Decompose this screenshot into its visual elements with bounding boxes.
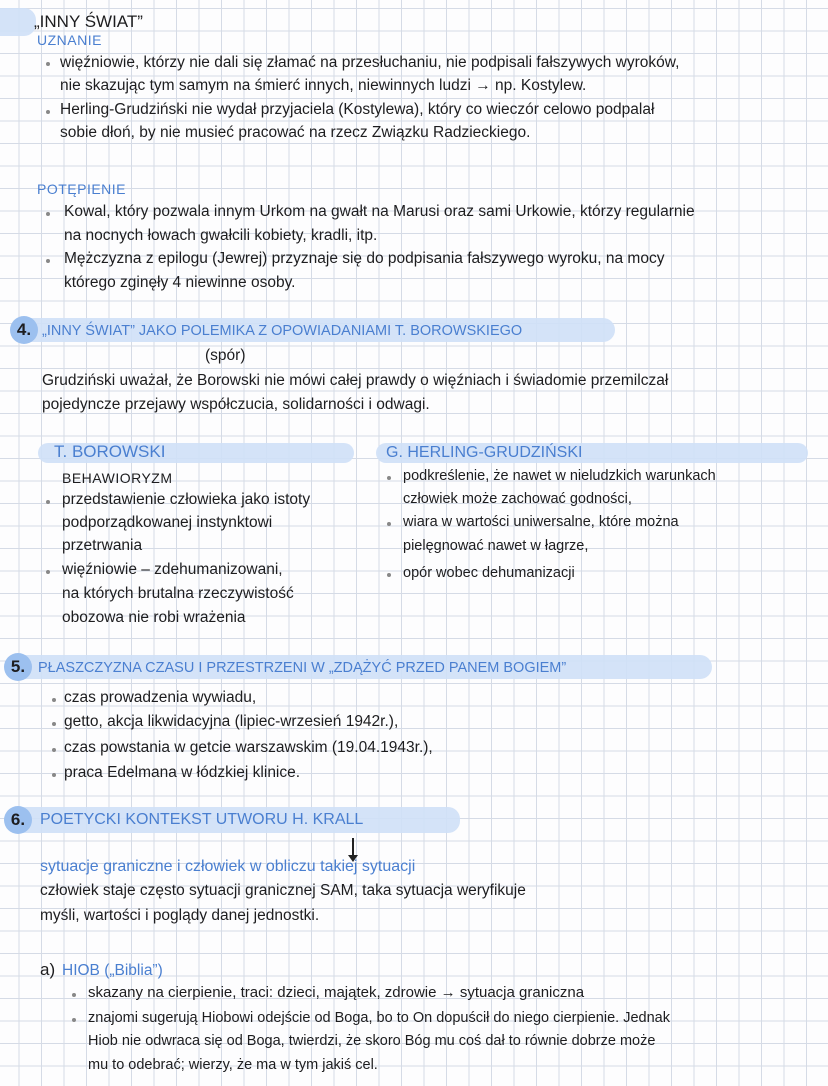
page-title: „INNY ŚWIAT” [34, 12, 143, 31]
bullet [46, 212, 50, 216]
potepienie-line: na nocnych łowach gwałcili kobiety, kradli, itp. [64, 227, 378, 244]
bullet [52, 722, 56, 726]
bullet [387, 573, 391, 577]
potepienie-line: Kowal, który pozwala innym Urkom na gwałt na Marusi oraz sami Urkowie, którzy regularnie [64, 203, 695, 220]
section4-heading: „INNY ŚWIAT” JAKO POLEMIKA Z OPOWIADANIAMI T. BOROWSKIEGO [42, 323, 523, 339]
section5-item: czas prowadzenia wywiadu, [64, 689, 257, 706]
bullet [52, 698, 56, 702]
section6-line: myśli, wartości i poglądy danej jednostki. [40, 907, 320, 924]
borowski-line: przedstawienie człowieka jako istoty [62, 491, 311, 508]
herling-line: podkreślenie, że nawet w nieludzkich warunkach [403, 468, 716, 484]
borowski-heading: T. BOROWSKI [54, 442, 166, 461]
bullet [52, 748, 56, 752]
hiob-line: skazany na cierpienie, traci: dzieci, majątek, zdrowie → sytuacja graniczna [88, 984, 585, 1001]
borowski-line: na których brutalna rzeczywistość [62, 585, 294, 602]
potepienie-line: Mężczyzna z epilogu (Jewrej) przyznaje się do podpisania fałszywego wyroku, na mocy [64, 250, 665, 267]
corner-highlight [0, 8, 36, 36]
hiob-label: a) [40, 960, 56, 979]
bullet [72, 1018, 76, 1022]
bullet [46, 259, 50, 263]
section5-item: czas powstania w getcie warszawskim (19.04.1943r.), [64, 739, 433, 756]
borowski-subheading: BEHAWIORYZM [62, 470, 173, 486]
uznanie-line: Herling-Grudziński nie wydał przyjaciela (Kostylewa), który co wieczór celowo podpalał [60, 101, 655, 118]
bullet [387, 522, 391, 526]
section6-heading: POETYCKI KONTEKST UTWORU H. KRALL [40, 811, 364, 828]
section4-number: 4. [10, 316, 38, 344]
borowski-line: podporządkowanej instynktowi [62, 514, 273, 531]
bullet [46, 62, 50, 66]
hiob-line: Hiob nie odwraca się od Boga, twierdzi, że skoro Bóg mu coś dał to równie dobrze może [88, 1033, 656, 1049]
bullet [52, 773, 56, 777]
borowski-line: więźniowie – zdehumanizowani, [62, 561, 283, 578]
uznanie-line: więźniowie, którzy nie dali się złamać na przesłuchaniu, nie podpisali fałszywych wyroków, [60, 54, 680, 71]
potepienie-heading: POTĘPIENIE [37, 181, 127, 197]
section6-number: 6. [4, 806, 32, 834]
bullet [72, 993, 76, 997]
uznanie-heading: UZNANIE [37, 32, 102, 48]
section4-note: (spór) [205, 347, 246, 364]
section5-item: getto, akcja likwidacyjna (lipiec-wrzesień 1942r.), [64, 713, 399, 730]
hiob-line: mu to odebrać; wierzy, że ma w tym jakiś cel. [88, 1057, 378, 1073]
uznanie-line: nie skazując tym samym na śmierć innych, niewinnych ludzi → np. Kostylew. [60, 77, 587, 94]
bullet [46, 500, 50, 504]
herling-line: wiara w wartości uniwersalne, które można [403, 514, 679, 530]
hiob-heading: HIOB („Biblia”) [62, 962, 163, 979]
down-arrow-icon [352, 838, 354, 858]
section6-line: człowiek staje często sytuacji granicznej SAM, taka sytuacja weryfikuje [40, 882, 526, 899]
bullet [46, 110, 50, 114]
borowski-line: obozowa nie robi wrażenia [62, 609, 246, 626]
borowski-line: przetrwania [62, 537, 143, 554]
herling-heading: G. HERLING-GRUDZIŃSKI [386, 444, 583, 461]
section5-item: praca Edelmana w łódzkiej klinice. [64, 764, 301, 781]
uznanie-line: sobie dłoń, by nie musieć pracować na rzecz Związku Radzieckiego. [60, 124, 531, 141]
section6-subheading: sytuacje graniczne i człowiek w obliczu takiej sytuacji [40, 858, 416, 875]
bullet [387, 476, 391, 480]
herling-line: opór wobec dehumanizacji [403, 565, 575, 581]
herling-line: pielęgnować nawet w łagrze, [403, 538, 589, 554]
section4-line: pojedyncze przejawy współczucia, solidarności i odwagi. [42, 396, 430, 413]
section5-heading: PŁASZCZYZNA CZASU I PRZESTRZENI W „ZDĄŻYĆ PRZED PANEM BOGIEM” [38, 660, 567, 676]
section4-line: Grudziński uważał, że Borowski nie mówi całej prawdy o więźniach i świadomie przemilczał [42, 372, 669, 389]
section5-number: 5. [4, 653, 32, 681]
hiob-line: znajomi sugerują Hiobowi odejście od Boga, bo to On dopuścił do niego cierpienie. Jednak [88, 1010, 670, 1026]
potepienie-line: którego zginęły 4 niewinne osoby. [64, 274, 296, 291]
herling-line: człowiek może zachować godności, [403, 491, 632, 507]
bullet [46, 570, 50, 574]
